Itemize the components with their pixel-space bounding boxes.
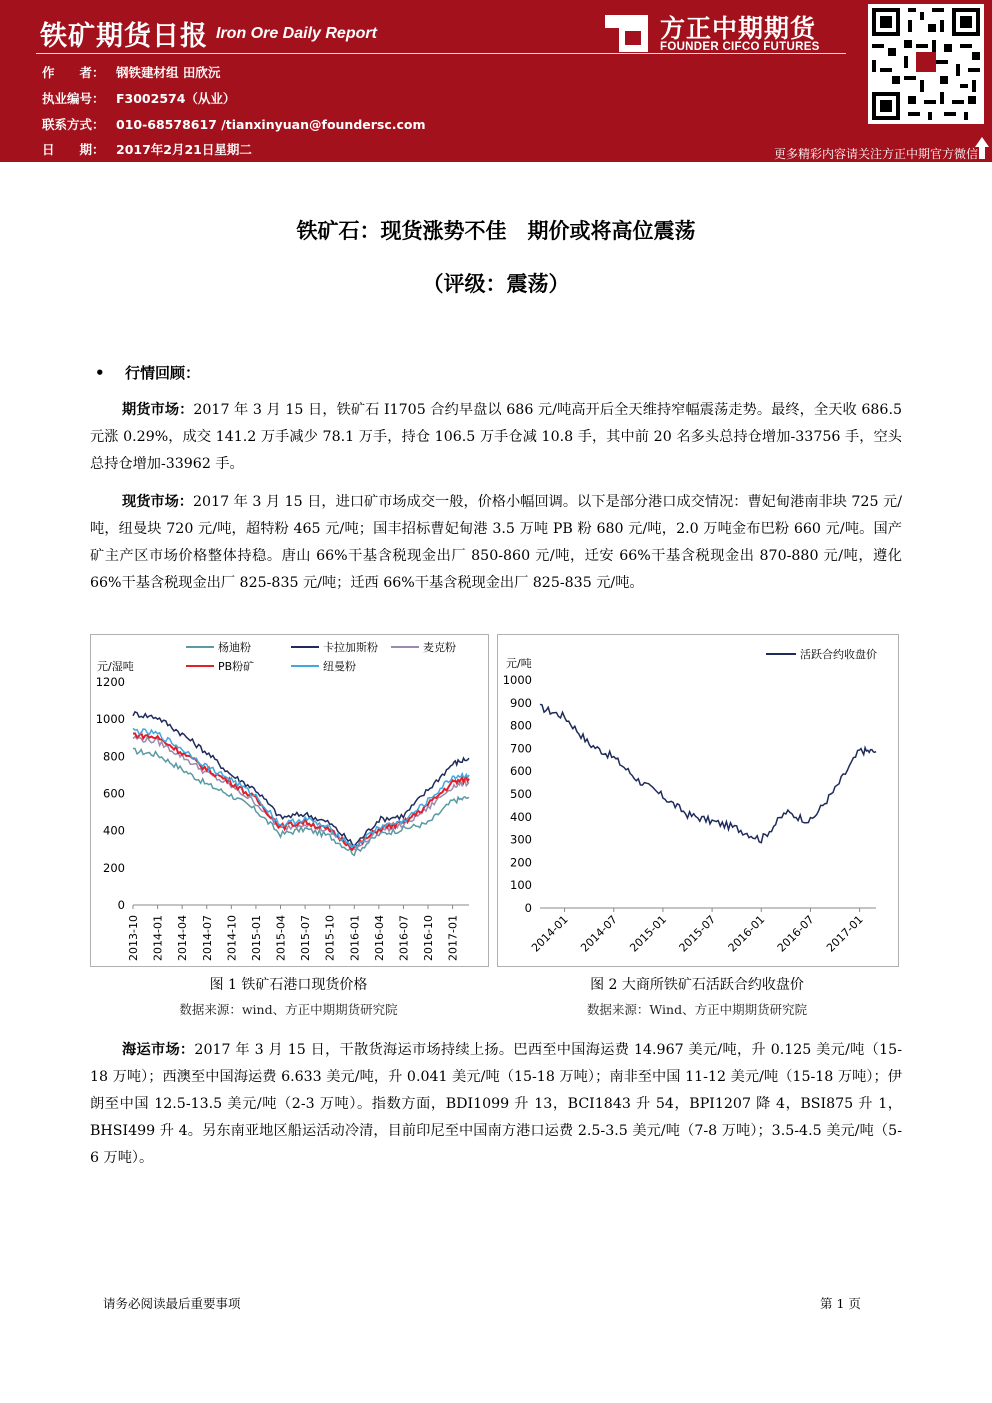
x-tick-label: 2016-07	[397, 915, 411, 961]
author-label: 作 者：	[42, 65, 105, 80]
chart-port-prices	[90, 634, 489, 967]
spot-label: 现货市场：	[122, 494, 194, 510]
x-tick-label: 2017-01	[824, 912, 866, 955]
qr-code-icon[interactable]	[868, 4, 984, 124]
author-value: 钢铁建材组 田欣沅	[116, 65, 221, 80]
x-tick-label: 2015-10	[323, 915, 337, 961]
x-tick-label: 2014-10	[225, 915, 239, 961]
chart-active-contract	[497, 634, 899, 967]
y-axis-unit-label: 元/吨	[506, 657, 532, 670]
spot-text: 2017 年 3 月 15 日，进口矿市场成交一般，价格小幅回调。以下是部分港口成交情况：曹妃甸港南非块 725 元/吨，纽曼块 720 元/吨，超特粉 465 元/吨；国丰招标曹妃甸港 3.5 万吨 PB 粉 680 元/吨，2.0 万吨金布巴粉 660 元/吨。国产矿主产区市场价格整体持稳。唐山 66%干基含税现金出厂 850-860 元/吨，迁安 66%干基含税现金出 870-880 元/吨，遵化 66%干基含税现金出厂 825-835 元/吨；迁西 66%干基含税现金出厂 825-835 元/吨。	[90, 494, 902, 591]
x-tick-label: 2014-07	[578, 912, 620, 955]
y-tick-label: 1000	[95, 712, 125, 727]
arrow-stem	[979, 146, 985, 159]
y-tick-label: 400	[103, 823, 125, 838]
y-tick-label: 500	[510, 787, 532, 801]
author-row	[42, 63, 220, 81]
y-tick-label: 600	[510, 764, 532, 779]
shipping-paragraph	[90, 1037, 902, 1172]
y-tick-label: 200	[510, 855, 532, 870]
license-row	[42, 89, 235, 107]
shipping-text: 2017 年 3 月 15 日，干散货海运市场持续上扬。巴西至中国海运费 14.967 美元/吨，升 0.125 美元/吨（15-18 万吨）；西澳至中国海运费 6.633 美元/吨，升 0.041 美元/吨（15-18 万吨）；南非至中国 11-12 美元/吨（15-18 万吨）；伊朗至中国 12.5-13.5 美元/吨（2-3 万吨）。指数方面，BDI1099 升 13，BCI1843 升 54，BPI1207 降 4，BSI875 升 1，BHSI499 升 4。另东南亚地区船运活动冷清，目前印尼至中国南方港口运费 2.5-3.5 美元/吨（7-8 万吨）；3.5-4.5 美元/吨（5-6 万吨）。	[90, 1042, 902, 1166]
x-tick-label: 2014-04	[176, 915, 190, 961]
figure2-source: 数据来源：Wind、方正中期期货研究院	[586, 1002, 808, 1017]
chart-active-contract-svg	[498, 635, 898, 966]
bullet-icon: •	[95, 364, 105, 382]
y-tick-label: 800	[510, 718, 532, 733]
brand-name-en: FOUNDER CIFCO FUTURES	[660, 41, 820, 53]
contact-row	[42, 115, 426, 133]
figure1-source: 数据来源：wind、方正中期期货研究院	[179, 1002, 398, 1017]
article-rating: （评级：震荡）	[422, 272, 570, 296]
figure2-caption: 图 2 大商所铁矿石活跃合约收盘价	[590, 977, 804, 993]
y-tick-label: 900	[510, 695, 532, 710]
x-tick-label: 2014-07	[200, 915, 214, 961]
x-tick-label: 2015-07	[299, 915, 313, 961]
header-divider	[36, 53, 846, 54]
y-tick-label: 300	[510, 832, 532, 847]
legend-label-1: 卡拉加斯粉	[323, 641, 378, 654]
y-tick-label: 1200	[95, 675, 125, 689]
spot-paragraph	[90, 489, 902, 597]
date-row	[42, 140, 252, 158]
series-line-0	[133, 748, 469, 855]
x-tick-label: 2016-07	[774, 912, 817, 955]
founder-logo-icon	[603, 13, 650, 54]
y-tick-label: 0	[117, 898, 125, 912]
chart-port-prices-svg	[91, 635, 488, 966]
futures-text: 2017 年 3 月 15 日，铁矿石 I1705 合约早盘以 686 元/吨高开后全天维持窄幅震荡走势。最终，全天收 686.5 元涨 0.29%，成交 141.2 万手减少 78.1 万手，持仓 106.5 万手仓减 10.8 手，其中前 20 名多头总持仓增加-33756 手，空头总持仓增加-33962 手。	[90, 402, 902, 472]
x-tick-label: 2014-01	[151, 915, 165, 961]
footer-notice: 请务必阅读最后重要事项	[103, 1296, 241, 1311]
y-tick-label: 400	[510, 809, 532, 824]
date-value: 2017年2月21日星期二	[116, 142, 252, 157]
y-tick-label: 600	[103, 786, 125, 801]
series-line-0	[540, 704, 876, 842]
legend-label-3: PB粉矿	[218, 660, 255, 673]
y-tick-label: 1000	[502, 673, 532, 687]
x-tick-label: 2016-04	[372, 915, 386, 961]
futures-label: 期货市场：	[122, 402, 194, 418]
report-title: 铁矿期货日报	[40, 21, 208, 52]
section-heading-text: 行情回顾：	[125, 364, 201, 382]
y-tick-label: 100	[510, 878, 532, 893]
contact-label: 联系方式：	[42, 117, 105, 132]
wechat-tip[interactable]: 更多精彩内容请关注方正中期官方微信	[773, 147, 978, 161]
legend-label-2: 麦克粉	[423, 641, 456, 654]
x-tick-label: 2013-10	[127, 915, 140, 961]
y-tick-label: 0	[524, 901, 532, 915]
brand-name-cn: 方正中期期货	[660, 14, 817, 43]
series-line-4	[133, 728, 469, 847]
license-value: F3002574（从业）	[116, 91, 236, 106]
shipping-label: 海运市场：	[122, 1042, 195, 1058]
report-header	[0, 0, 992, 162]
x-tick-label: 2015-04	[274, 915, 288, 961]
y-tick-label: 800	[103, 749, 125, 764]
page-number: 第 1 页	[820, 1296, 861, 1311]
x-tick-label: 2014-01	[529, 912, 571, 955]
article-title: 铁矿石：现货涨势不佳 期价或将高位震荡	[296, 219, 696, 243]
x-tick-label: 2016-01	[725, 912, 768, 955]
y-tick-label: 200	[103, 860, 125, 875]
contact-value[interactable]: 010-68578617 /tianxinyuan@foundersc.com	[116, 117, 426, 132]
x-tick-label: 2017-01	[446, 915, 460, 961]
x-tick-label: 2016-01	[348, 915, 362, 961]
legend-label-0: 活跃合约收盘价	[800, 648, 877, 661]
figure1-caption: 图 1 铁矿石港口现货价格	[209, 977, 368, 993]
x-tick-label: 2015-07	[676, 912, 719, 955]
legend-label-0: 杨迪粉	[218, 641, 251, 654]
date-label: 日 期：	[42, 142, 105, 157]
futures-paragraph	[90, 397, 902, 478]
section-heading	[95, 362, 200, 383]
report-subtitle: Iron Ore Daily Report	[216, 25, 377, 42]
y-tick-label: 700	[510, 741, 532, 756]
x-tick-label: 2015-01	[627, 912, 670, 955]
x-tick-label: 2016-10	[422, 915, 436, 961]
y-axis-unit-label: 元/湿吨	[97, 660, 134, 673]
legend-label-4: 纽曼粉	[323, 660, 356, 673]
x-tick-label: 2015-01	[249, 915, 263, 961]
license-label: 执业编号：	[42, 91, 105, 106]
